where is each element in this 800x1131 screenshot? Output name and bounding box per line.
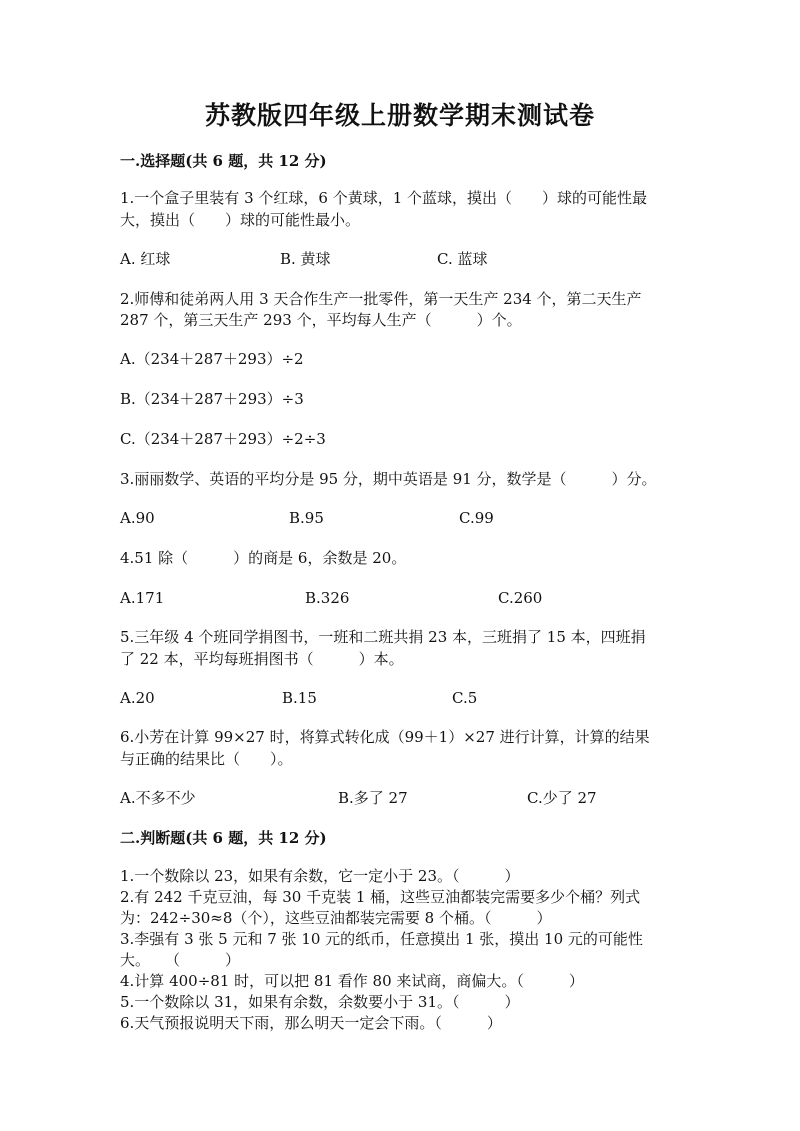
question-2-option-a: A.（234＋287＋293）÷2 bbox=[120, 350, 304, 368]
question-4-option-a: A.171 bbox=[120, 589, 165, 607]
judgement-line-5: 大。 （ ） bbox=[120, 951, 241, 969]
question-1-option-a: A. 红球 bbox=[120, 250, 171, 268]
question-2-option-b: B.（234＋287＋293）÷3 bbox=[120, 390, 304, 408]
page-title: 苏教版四年级上册数学期末测试卷 bbox=[204, 101, 595, 130]
question-6-line-2: 与正确的结果比（ ）。 bbox=[120, 750, 293, 768]
question-5-option-a: A.20 bbox=[120, 689, 155, 707]
question-3-option-b: B.95 bbox=[289, 509, 324, 527]
judgement-line-1: 1.一个数除以 23，如果有余数，它一定小于 23。（ ） bbox=[120, 867, 520, 885]
judgement-line-3: 为：242÷30≈8（个），这些豆油都装完需要 8 个桶。（ ） bbox=[120, 909, 552, 927]
section-heading-judgement: 二.判断题(共 6 题，共 12 分) bbox=[120, 829, 327, 847]
question-1-line-2: 大，摸出（ ）球的可能性最小。 bbox=[120, 211, 361, 229]
question-5-option-b: B.15 bbox=[282, 689, 317, 707]
question-6-line-1: 6.小芳在计算 99×27 时，将算式转化成（99＋1）×27 进行计算，计算的结果 bbox=[120, 728, 650, 746]
question-2-line-1: 2.师傅和徒弟两人用 3 天合作生产一批零件，第一天生产 234 个，第二天生产 bbox=[120, 290, 642, 308]
question-2-option-c: C.（234＋287＋293）÷2÷3 bbox=[120, 430, 326, 448]
question-3-option-a: A.90 bbox=[120, 509, 155, 527]
question-2-line-2: 287 个，第三天生产 293 个，平均每人生产（ ）个。 bbox=[120, 311, 522, 329]
judgement-line-4: 3.李强有 3 张 5 元和 7 张 10 元的纸币，任意摸出 1 张，摸出 10 元的可能性 bbox=[120, 930, 643, 948]
question-1-option-b: B. 黄球 bbox=[280, 250, 331, 268]
question-5-line-1: 5.三年级 4 个班同学捐图书，一班和二班共捐 23 本，三班捐了 15 本，四班捐 bbox=[120, 628, 646, 646]
judgement-line-6: 4.计算 400÷81 时，可以把 81 看作 80 来试商，商偏大。（ ） bbox=[120, 972, 584, 990]
judgement-line-8: 6.天气预报说明天下雨，那么明天一定会下雨。（ ） bbox=[120, 1014, 502, 1032]
question-5-option-c: C.5 bbox=[452, 689, 478, 707]
question-4-option-c: C.260 bbox=[498, 589, 543, 607]
question-4-line-1: 4.51 除（ ）的商是 6，余数是 20。 bbox=[120, 549, 407, 567]
question-1-line-1: 1.一个盒子里装有 3 个红球，6 个黄球，1 个蓝球，摸出（ ）球的可能性最 bbox=[120, 189, 648, 207]
judgement-line-7: 5.一个数除以 31，如果有余数，余数要小于 31。（ ） bbox=[120, 993, 520, 1011]
section-heading-choice: 一.选择题(共 6 题，共 12 分) bbox=[120, 152, 327, 170]
question-6-option-b: B.多了 27 bbox=[338, 789, 408, 807]
question-5-line-2: 了 22 本，平均每班捐图书（ ）本。 bbox=[120, 650, 404, 668]
question-1-option-c: C. 蓝球 bbox=[437, 250, 488, 268]
question-4-option-b: B.326 bbox=[305, 589, 350, 607]
question-3-option-c: C.99 bbox=[459, 509, 494, 527]
question-3-line-1: 3.丽丽数学、英语的平均分是 95 分，期中英语是 91 分，数学是（ ）分。 bbox=[120, 470, 657, 488]
question-6-option-c: C.少了 27 bbox=[527, 789, 597, 807]
question-6-option-a: A.不多不少 bbox=[120, 789, 196, 807]
judgement-line-2: 2.有 242 千克豆油，每 30 千克装 1 桶，这些豆油都装完需要多少个桶？列式 bbox=[120, 888, 641, 906]
